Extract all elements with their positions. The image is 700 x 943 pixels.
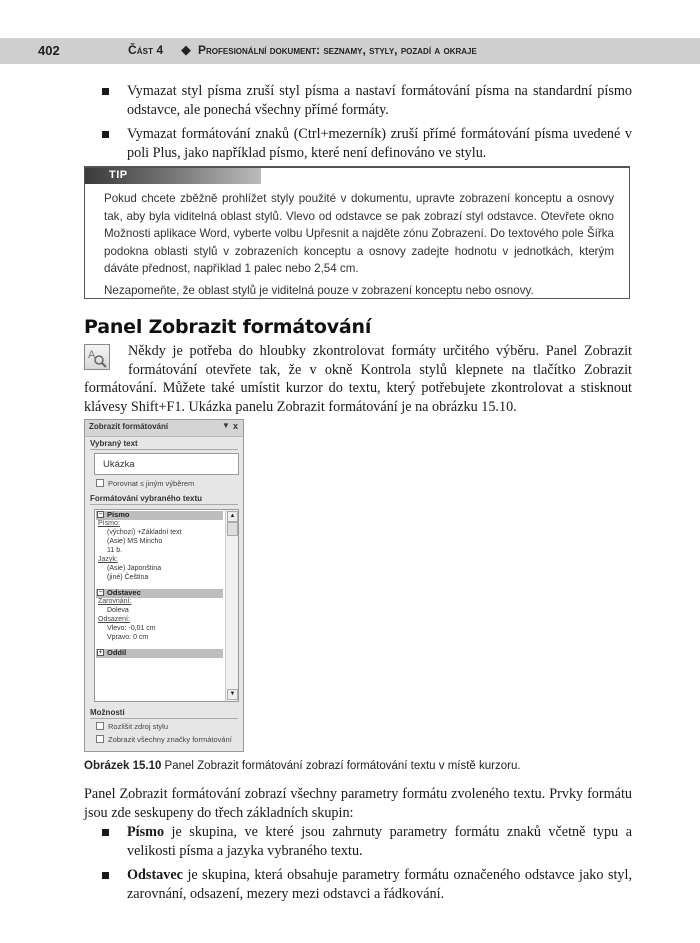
tip-header [85,168,261,184]
tip-paragraph: Nezapomeňte, že oblast stylů je viditelná pouze v zobrazení konceptu nebo osnovy. [104,283,534,297]
tree-section-paragraph[interactable]: − Odstavec [96,589,223,598]
tip-box [84,166,630,299]
property-value: (jiné) Čeština [107,574,149,581]
list-item: Vymazat formátování znaků (Ctrl+mezerník) zruší přímé formátování písma uvedené v poli Plus, jako například písmo, které není definováno ve stylu. [102,125,632,162]
property-value: (Asie) Japonština [107,565,162,572]
property-value: Vlevo: -0,01 cm [107,625,156,632]
figure-caption [84,760,521,772]
close-icon[interactable]: x [233,421,239,431]
vertical-scrollbar[interactable] [225,510,238,701]
reveal-formatting-panel [84,419,244,752]
property-value: Doleva [107,607,129,614]
sample-text-box[interactable]: Ukázka [94,453,239,475]
intro-paragraph: Někdy je potřeba do hloubky zkontrolovat formáty určitého výběru. Panel Zobrazit formátování otevřete tak, že v okně Kontrola stylů klepnete na tlačítko Zobrazit formátování. Můžete také umístit kurzor do textu, který potřebujete zkontrolovat a stisknout klávesy Shift+F1. Ukázka panelu Zobrazit formátování je na obrázku 15.10. [84,343,632,415]
property-value: (výchozí) +Základní text [107,529,182,536]
list-item: Písmo je skupina, ve které jsou zahrnuty parametry formátu znaků včetně typu a velikosti písma a jazyka vybraného textu. [102,823,632,860]
formatting-tree[interactable] [94,509,239,702]
collapse-icon[interactable]: − [98,511,103,518]
distinguish-style-source-label: Rozlišit zdroj stylu [108,722,169,731]
property-link[interactable]: Zarovnání: [98,598,132,605]
property-value: Vpravo: 0 cm [107,634,149,641]
page-number: 402 [38,43,60,58]
svg-text:A: A [88,349,96,361]
divider [90,718,238,719]
body-paragraph: Panel Zobrazit formátování zobrazí všechny parametry formátu zvoleného textu. Prvky formátu jsou zde seskupeny do třech základních skupin: [84,786,632,821]
panel-menu-icon[interactable]: ▼ [222,421,230,430]
section-heading: Panel Zobrazit formátování [84,316,372,338]
list-item: Odstavec je skupina, která obsahuje parametry formátu označeného odstavce jako styl, zarovnání, odsazení, mezery mezi odstavci a řádkování. [102,866,632,903]
divider [90,449,238,450]
property-link[interactable]: Odsazení: [98,616,130,623]
tip-paragraph: Pokud chcete zběžně prohlížet styly použité v dokumentu, upravte zobrazení konceptu a osnovy tak, aby byla viditelná oblast stylů. Vlevo od odstavce se pak zobrazí styl odstavce. Otevřete okno Možnosti aplikace Word, vyberte volbu Upřesnit a najděte zónu Zobrazení. Do textového pole Šířka podokna oblasti stylů v zobrazeních konceptu a osnovy zadejte hodnotu v jednotkách, kterým dáváte přednost, například 1 palec nebo 2,54 cm. [104,192,614,275]
divider [90,504,238,505]
scroll-down-icon[interactable]: ▼ [227,689,238,700]
tree-section-font[interactable]: − Písmo [96,511,223,520]
caption-label: Obrázek 15.10 [84,760,162,772]
bullet-square-icon [102,872,109,879]
bullet-square-icon [102,131,109,138]
property-value: 11 b. [107,547,123,554]
running-header [0,38,700,64]
bullet-list-bottom [102,823,632,909]
expand-icon[interactable]: + [98,649,103,656]
show-all-formatting-marks-checkbox[interactable] [96,735,104,743]
part-label: Část 4 [128,43,164,57]
distinguish-style-source-checkbox[interactable] [96,722,104,730]
property-link[interactable]: Jazyk: [98,556,118,563]
bullet-square-icon [102,829,109,836]
panel-title: Zobrazit formátování [89,422,169,431]
tip-body [104,190,614,303]
list-item: Vymazat styl písma zruší styl písma a nastaví formátování písma na standardní písmo odstavce, ale ponechá všechny přímé formáty. [102,82,632,119]
options-label: Možnosti [90,708,125,717]
property-link[interactable]: Písmo: [98,520,120,527]
bullet-square-icon [102,88,109,95]
diamond-icon: ◆ [181,42,191,57]
bullet-list-top [102,82,632,168]
caption-text: Panel Zobrazit formátování zobrazí formátování textu v místě kurzoru. [161,760,521,772]
formatting-label: Formátování vybraného textu [90,494,203,503]
panel-titlebar [85,420,243,437]
property-value: (Asie) MS Mincho [107,538,163,545]
selected-text-label: Vybraný text [90,439,138,448]
collapse-icon[interactable]: − [98,589,103,596]
show-all-formatting-marks-label: Zobrazit všechny značky formátování [108,735,232,744]
tree-section-section[interactable]: + Oddíl [96,649,223,658]
scroll-up-icon[interactable]: ▲ [227,511,238,522]
chapter-title: Profesionální dokument: seznamy, styly, pozadí a okraje [198,43,477,57]
compare-checkbox-label: Porovnat s jiným výběrem [108,479,195,488]
tip-label: TIP [109,169,128,181]
scroll-thumb[interactable] [227,522,238,536]
compare-checkbox[interactable] [96,479,104,487]
